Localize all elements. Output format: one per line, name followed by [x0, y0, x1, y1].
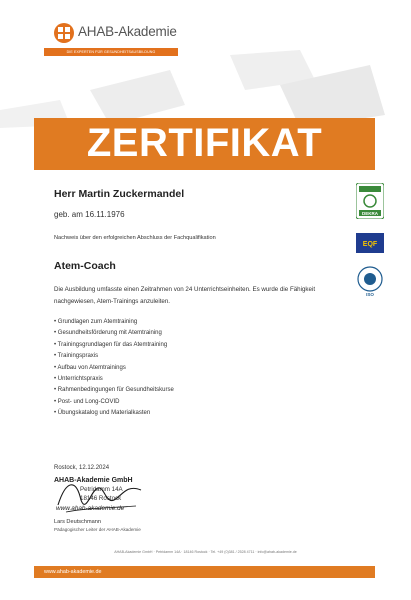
- eqf-badge-icon: [356, 233, 384, 253]
- list-item: • Grundlagen zum Atemtraining: [54, 317, 174, 328]
- brand-tagline: DIE EXPERTEN FÜR GESUNDHEITSAUSBILDUNG: [44, 48, 178, 56]
- course-title: Atem-Coach: [54, 260, 116, 272]
- title-banner: [34, 118, 375, 170]
- logo-grid-icon: [54, 23, 74, 43]
- recipient-birthdate: geb. am 16.11.1976: [54, 210, 125, 219]
- footer-url: www.ahab-akademie.de: [44, 569, 102, 575]
- company-address-line: AHAB-Akademie GmbH · Petridamm 14A · 18146 Rostock · Tel. +49 (0)381 / 2528 4711 · info@ahab-akademie.de: [114, 550, 297, 554]
- company-name: AHAB-Akademie GmbH: [54, 477, 133, 484]
- svg-text:DEKRA: DEKRA: [361, 211, 379, 216]
- dekra-badge-icon: [356, 183, 384, 219]
- company-street: Petridamm 14A: [80, 486, 123, 493]
- list-item: • Trainingsgrundlagen für das Atemtraining: [54, 340, 174, 351]
- signer-name: Lars Deutschmann: [54, 519, 101, 525]
- signer-role: Pädagogischer Leiter der AHAB-Akademie: [54, 527, 141, 532]
- handwritten-signature: [56, 470, 146, 518]
- list-item: • Unterrichtspraxis: [54, 374, 174, 385]
- course-description: Die Ausbildung umfasste einen Zeitrahmen von 24 Unterrichtseinheiten. Es wurde die Fähigkeit nachgewiesen, Atem-Trainings anzuleiten.: [54, 286, 316, 305]
- company-website: www.ahab-akademie.de: [56, 505, 125, 512]
- company-city: 18146 Rostock: [80, 495, 122, 502]
- recipient-name: Herr Martin Zuckermandel: [54, 188, 185, 200]
- list-item: • Trainingspraxis: [54, 351, 174, 362]
- list-item: • Post- und Long-COVID: [54, 397, 174, 408]
- list-item: • Rahmenbedingungen für Gesundheitskurse: [54, 385, 174, 396]
- intro-text: Nachweis über den erfolgreichen Abschluss der Fachqualifikation: [54, 235, 216, 241]
- brand-name: AHAB-Akademie: [78, 24, 177, 39]
- certificate-title: ZERTIFIKAT: [86, 121, 323, 165]
- list-item: • Übungskatalog und Materialkasten: [54, 408, 174, 419]
- list-item: • Gesundheitsförderung mit Atemtraining: [54, 328, 174, 339]
- iso-certification-icon: [356, 266, 384, 298]
- topic-list: [54, 317, 174, 420]
- place-and-date: Rostock, 12.12.2024: [54, 465, 110, 471]
- svg-text:EQF: EQF: [362, 241, 378, 248]
- list-item: • Aufbau von Atemtrainings: [54, 363, 174, 374]
- svg-text:ISO: ISO: [366, 292, 374, 297]
- footer-bar: [34, 566, 375, 578]
